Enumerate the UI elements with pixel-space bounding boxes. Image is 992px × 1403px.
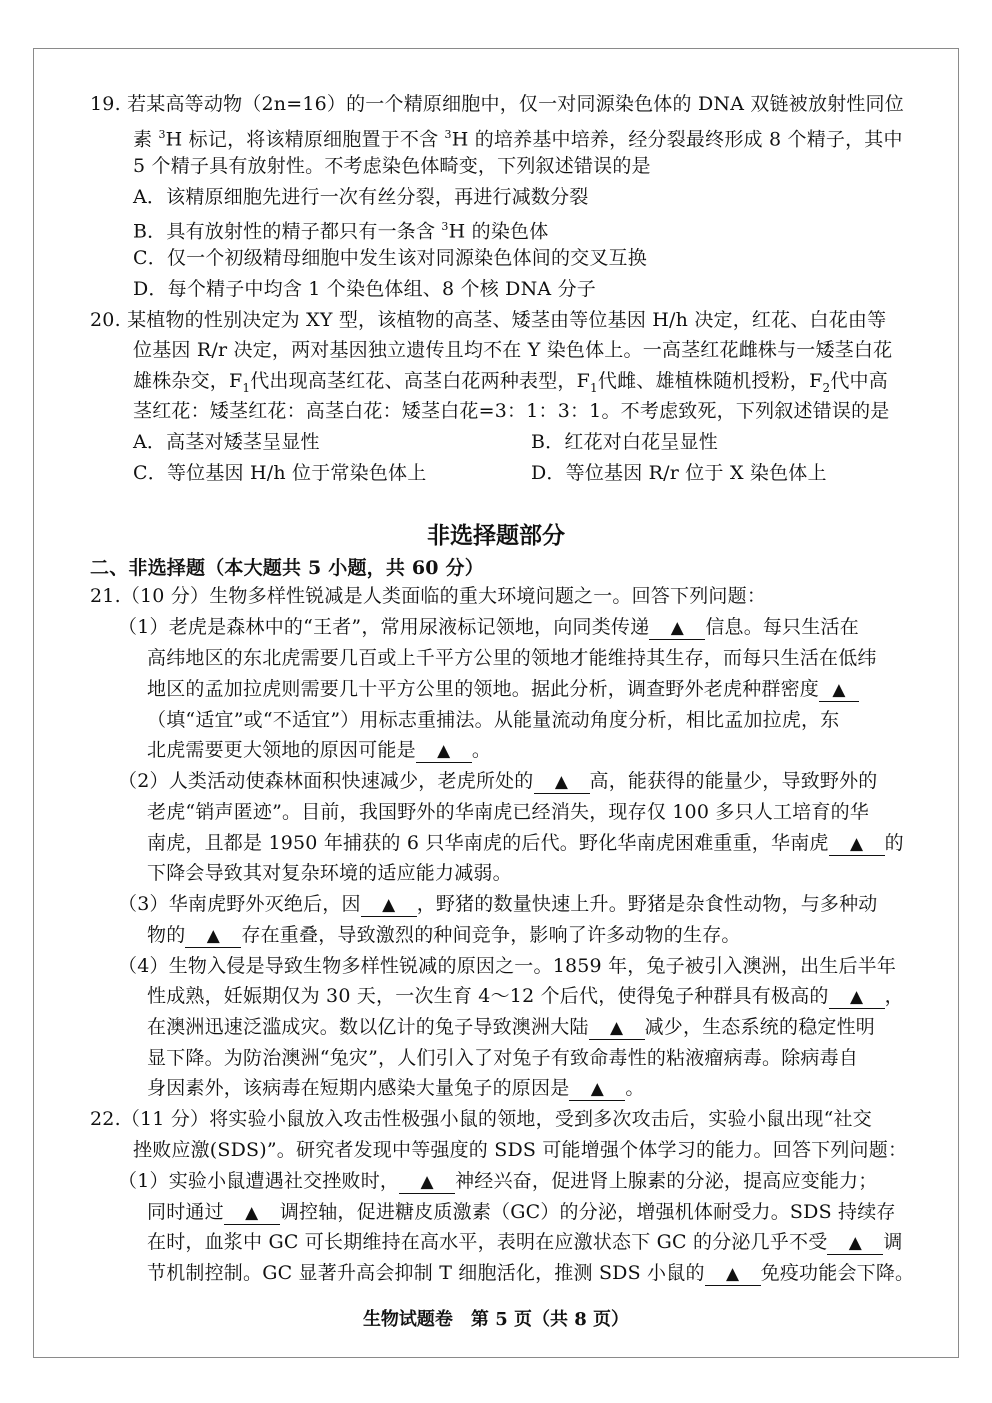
q22-p1-text-1a: （1）实验小鼠遭遇社交挫败时， [118, 1170, 400, 1192]
q21-head: 21.（10 分）生物多样性锐减是人类面临的重大环境问题之一。回答下列问题： [90, 585, 767, 607]
q20-option-c: C．等位基因 H/h 位于常染色体上 [133, 462, 427, 484]
q21-p1-text-5a: 北虎需要更大领地的原因可能是 [147, 739, 416, 761]
q19-option-b [133, 214, 548, 244]
q20-line-1 [90, 307, 886, 333]
q19-line-3: 5 个精子具有放射性。不考虑染色体畸变，下列叙述错误的是 [133, 155, 651, 177]
answer-blank[interactable] [829, 832, 885, 856]
q22-p1-text-4a: 节机制控制。GC 显著升高会抑制 T 细胞活化，推测 SDS 小鼠的 [147, 1262, 705, 1284]
q21-p3-text-1a: （3）华南虎野外灭绝后，因 [118, 893, 361, 915]
q20-stem-1: 某植物的性别决定为 XY 型，该植物的高茎、矮茎由等位基因 H/h 决定，红花、白花由等 [127, 309, 887, 331]
blank-triangle-icon: ▲ [670, 618, 684, 638]
answer-blank[interactable] [534, 770, 590, 794]
q21-p2-line-4: 下降会导致其对复杂环境的适应能力减弱。 [147, 862, 512, 884]
q21-p4-text-2b: ， [884, 985, 904, 1007]
q22-head-2: 挫败应激(SDS)”。研究者发现中等强度的 SDS 可能增强个体学习的能力。回答下列问题： [133, 1139, 908, 1161]
q21-p2-line-2: 老虎“销声匿迹”。目前，我国野外的华南虎已经消失，现存仅 100 多只人工培育的华 [147, 801, 869, 823]
q22-p1-text-3b: 调 [883, 1231, 903, 1253]
q21-p4-line-3 [147, 1014, 875, 1040]
q20-stem-3a: 雄株杂交，F [133, 370, 243, 392]
q19-stem-2b: H 标记，将该精原细胞置于不含 [165, 128, 445, 151]
q19-option-c: C．仅一个初级精母细胞中发生该对同源染色体间的交叉互换 [133, 247, 647, 269]
q19-stem-2c: H 的培养基中培养，经分裂最终形成 8 个精子，其中 [451, 128, 903, 151]
answer-blank[interactable] [224, 1201, 280, 1225]
answer-blank[interactable] [589, 1016, 645, 1040]
q20-number: 20. [90, 309, 121, 331]
q19-stem-1: 若某高等动物（2n=16）的一个精原细胞中，仅一对同源染色体的 DNA 双链被放射性同位 [127, 93, 904, 115]
q21-p1-line-3 [147, 676, 859, 702]
q19-option-d: D．每个精子中均含 1 个染色体组、8 个核 DNA 分子 [133, 278, 596, 300]
blank-triangle-icon: ▲ [848, 1233, 863, 1253]
q22-p1-line-1 [118, 1168, 878, 1194]
q21-p1-line-5 [147, 737, 491, 763]
q21-p4-text-3b: 减少，生态系统的稳定性明 [644, 1016, 876, 1038]
answer-blank[interactable] [829, 985, 885, 1009]
q21-p3-text-2b: 存在重叠，导致激烈的种间竞争，影响了许多动物的生存。 [241, 924, 741, 946]
answer-blank[interactable] [819, 678, 859, 702]
q22-head-1: 22.（11 分）将实验小鼠放入攻击性极强小鼠的领地，受到多次攻击后，实验小鼠出现“社交 [90, 1108, 872, 1130]
blank-triangle-icon: ▲ [849, 834, 864, 854]
q19-stem-2a: 素 [133, 128, 159, 151]
q19-number: 19. [90, 93, 121, 115]
blank-triangle-icon: ▲ [554, 772, 569, 792]
q22-p1-text-2a: 同时通过 [147, 1201, 224, 1223]
q21-p1-line-4: （填“适宜”或“不适宜”）用标志重捕法。从能量流动角度分析，相比孟加拉虎，东 [147, 709, 840, 731]
blank-triangle-icon: ▲ [420, 1172, 434, 1192]
answer-blank[interactable] [569, 1077, 625, 1101]
q21-p2-text-3b: 的 [884, 832, 904, 854]
answer-blank[interactable] [827, 1231, 883, 1255]
q22-p1-text-1b: 神经兴奋，促进肾上腺素的分泌，提高应变能力； [455, 1170, 878, 1192]
subscript-2: 2 [822, 380, 831, 395]
q19-line-2 [133, 122, 903, 152]
q21-p4-line-2 [147, 983, 904, 1009]
section-title: 非选择题部分 [427, 523, 565, 549]
q21-p1-text-1b: 信息。每只生活在 [705, 616, 859, 638]
q21-p4-line-1: （4）生物入侵是导致生物多样性锐减的原因之一。1859 年，兔子被引入澳洲，出生后半年 [118, 955, 897, 977]
q21-p3-text-2a: 物的 [147, 924, 186, 946]
q20-line-3 [133, 368, 888, 401]
answer-blank[interactable] [399, 1170, 455, 1194]
q21-p2-line-1 [118, 768, 878, 794]
superscript-3: 3 [158, 128, 166, 141]
q20-stem-3c: 代雌、雄植株随机授粉，F [597, 370, 823, 392]
q21-p1-line-2: 高纬地区的东北虎需要几百或上千平方公里的领地才能维持其生存，而每只生活在低纬 [147, 647, 877, 669]
q21-p1-text-3: 地区的孟加拉虎则需要几十平方公里的领地。据此分析，调查野外老虎种群密度 [147, 678, 820, 700]
q20-option-a: A．高茎对矮茎呈显性 [133, 431, 320, 453]
q20-stem-3d: 代中高 [830, 370, 888, 392]
q22-p1-line-3 [147, 1229, 903, 1255]
answer-blank[interactable] [185, 924, 241, 948]
superscript-3: 3 [444, 128, 452, 141]
blank-triangle-icon: ▲ [726, 1264, 740, 1284]
answer-blank[interactable] [649, 616, 705, 640]
q20-line-4: 茎红花：矮茎红花：高茎白花：矮茎白花=3：1：3：1。不考虑致死，下列叙述错误的是 [133, 400, 890, 422]
q20-line-2: 位基因 R/r 决定，两对基因独立遗传且均不在 Y 染色体上。一高茎红花雌株与一矮茎白花 [133, 339, 893, 361]
subscript-1: 1 [590, 380, 598, 395]
answer-blank[interactable] [705, 1262, 761, 1286]
q20-option-b: B．红花对白花呈显性 [531, 431, 718, 453]
page-footer: 生物试题卷 第 5 页（共 8 页） [362, 1309, 630, 1330]
q19-option-b-text-1: B．具有放射性的精子都只有一条含 [133, 220, 442, 243]
q21-p3-line-2 [147, 922, 741, 948]
blank-triangle-icon: ▲ [590, 1079, 605, 1099]
section-header: 二、非选择题（本大题共 5 小题，共 60 分） [90, 557, 484, 579]
q21-p4-line-4: 显下降。为防治澳洲“兔灾”，人们引入了对兔子有致命毒性的粘液瘤病毒。除病毒自 [147, 1047, 859, 1069]
q19-option-a: A．该精原细胞先进行一次有丝分裂，再进行减数分裂 [133, 186, 589, 208]
q21-p4-text-2a: 性成熟，妊娠期仅为 30 天，一次生育 4～12 个后代，使得兔子种群具有极高的 [147, 985, 829, 1007]
q22-p1-text-2b: 调控轴，促进糖皮质激素（GC）的分泌，增强机体耐受力。SDS 持续存 [279, 1201, 896, 1223]
q22-p1-text-3a: 在时，血浆中 GC 可长期维持在高水平，表明在应激状态下 GC 的分泌几乎不受 [147, 1231, 828, 1253]
blank-triangle-icon: ▲ [245, 1203, 259, 1223]
q21-p4-text-5a: 身因素外，该病毒在短期内感染大量兔子的原因是 [147, 1077, 570, 1099]
blank-triangle-icon: ▲ [382, 895, 396, 915]
q20-stem-3b: 代出现高茎红花、高茎白花两种表型，F [250, 370, 591, 392]
answer-blank[interactable] [416, 739, 472, 763]
q21-p2-text-3a: 南虎，且都是 1950 年捕获的 6 只华南虎的后代。野化华南虎困难重重，华南虎 [147, 832, 829, 854]
q22-p1-line-2 [147, 1199, 896, 1225]
q21-p2-line-3 [147, 830, 904, 856]
q21-p2-text-1a: （2）人类活动使森林面积快速减少，老虎所处的 [118, 770, 534, 792]
blank-triangle-icon: ▲ [832, 680, 846, 700]
q21-p4-text-3a: 在澳洲迅速泛滥成灾。数以亿计的兔子导致澳洲大陆 [147, 1016, 589, 1038]
superscript-3: 3 [441, 220, 449, 233]
subscript-1: 1 [242, 380, 251, 395]
q19-option-b-text-2: H 的染色体 [448, 220, 549, 243]
q21-p4-line-5 [147, 1075, 645, 1101]
blank-triangle-icon: ▲ [849, 987, 864, 1007]
blank-triangle-icon: ▲ [206, 926, 221, 946]
q22-p1-text-4b: 免疫功能会下降。 [760, 1262, 915, 1284]
q21-p3-text-1b: ，野猪的数量快速上升。野猪是杂食性动物，与多种动 [416, 893, 878, 915]
q21-p3-line-1 [118, 891, 878, 917]
blank-triangle-icon: ▲ [437, 741, 451, 761]
q21-p1-text-5b: 。 [471, 739, 492, 761]
q21-p1-line-1 [118, 614, 859, 640]
q21-p2-text-1b: 高，能获得的能量少，导致野外的 [589, 770, 878, 792]
q21-p4-text-5b: 。 [625, 1077, 645, 1099]
q22-p1-line-4 [147, 1260, 914, 1286]
q21-p1-text-1a: （1）老虎是森林中的“王者”，常用尿液标记领地，向同类传递 [118, 616, 650, 638]
q20-option-d: D．等位基因 R/r 位于 X 染色体上 [531, 462, 827, 484]
q19-line-1 [90, 91, 904, 117]
answer-blank[interactable] [361, 893, 417, 917]
blank-triangle-icon: ▲ [609, 1018, 624, 1038]
